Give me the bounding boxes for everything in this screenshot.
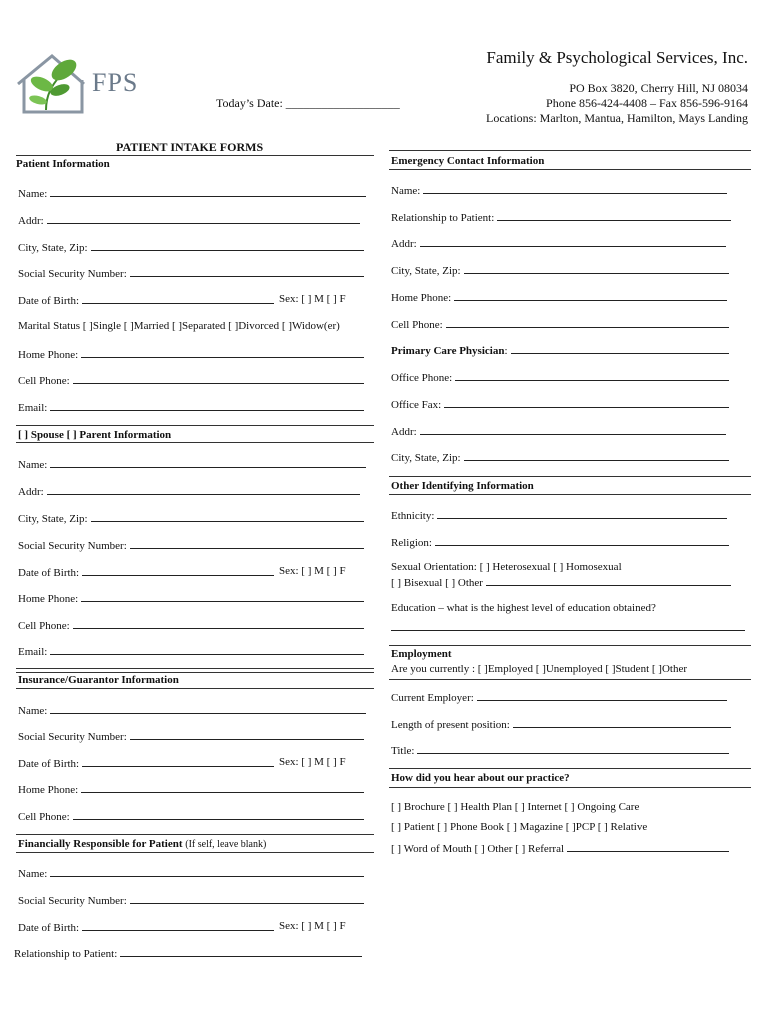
field-label: Office Phone:: [391, 372, 453, 384]
field-label: Name:: [18, 705, 48, 717]
field-label: City, State, Zip:: [18, 242, 88, 254]
emergency-cell-phone-field[interactable]: [391, 317, 729, 331]
section-patient-info: Patient Information: [16, 158, 110, 170]
field-label: Name:: [18, 188, 48, 200]
field-label: Email:: [18, 402, 48, 414]
field-label: Social Security Number:: [18, 895, 127, 907]
field-label: Name:: [391, 185, 421, 197]
section-employment: Employment: [391, 648, 452, 660]
divider: [16, 155, 374, 156]
field-label: Social Security Number:: [18, 540, 127, 552]
todays-date-field[interactable]: Today’s Date: ___________________: [216, 96, 400, 110]
referral-options-row3[interactable]: [391, 841, 729, 855]
patient-name-field[interactable]: [18, 186, 366, 200]
physician-addr-field[interactable]: [391, 424, 726, 438]
section-referral: How did you hear about our practice?: [391, 772, 570, 784]
field-label: Home Phone:: [18, 593, 79, 605]
insurance-dob-field[interactable]: [18, 756, 274, 770]
financial-sex-field[interactable]: Sex: [ ] M [ ] F: [279, 920, 346, 932]
insurance-cell-phone-field[interactable]: [18, 809, 364, 823]
current-employer-field[interactable]: [391, 690, 727, 704]
field-label: City, State, Zip:: [18, 513, 88, 525]
divider: [389, 645, 751, 646]
field-label: Email:: [18, 646, 48, 658]
financial-name-field[interactable]: [18, 866, 364, 880]
divider: [16, 852, 374, 853]
patient-city-field[interactable]: [18, 240, 364, 254]
financial-relationship-field[interactable]: [14, 946, 362, 960]
field-label: Social Security Number:: [18, 731, 127, 743]
spouse-name-field[interactable]: [18, 457, 366, 471]
divider: [389, 679, 751, 680]
field-label: Social Security Number:: [18, 268, 127, 280]
section-financial: [18, 838, 266, 850]
ethnicity-field[interactable]: [391, 508, 727, 522]
field-label: Name:: [18, 459, 48, 471]
insurance-name-field[interactable]: [18, 703, 366, 717]
spouse-cell-phone-field[interactable]: [18, 618, 364, 632]
field-label: Ethnicity:: [391, 510, 435, 522]
divider: [389, 768, 751, 769]
field-label: Addr:: [18, 486, 44, 498]
spouse-dob-field[interactable]: [18, 565, 274, 579]
company-name: Family & Psychological Services, Inc.: [486, 48, 748, 67]
physician-label: Primary Care Physician: [391, 345, 505, 357]
spouse-addr-field[interactable]: [18, 484, 360, 498]
divider: [16, 425, 374, 426]
field-label: Office Fax:: [391, 399, 442, 411]
logo-text: FPS: [92, 68, 139, 97]
field-label: Cell Phone:: [18, 620, 70, 632]
length-position-field[interactable]: [391, 717, 731, 731]
education-answer-line[interactable]: [391, 630, 745, 631]
field-label: Cell Phone:: [391, 319, 443, 331]
sexual-orientation-options[interactable]: Sexual Orientation: [ ] Heterosexual [ ] Homosexual: [391, 561, 622, 573]
house-leaf-icon: [12, 50, 92, 120]
field-label: Cell Phone:: [18, 375, 70, 387]
patient-ssn-field[interactable]: [18, 266, 364, 280]
financial-note: (If self, leave blank): [185, 839, 267, 850]
field-label: Date of Birth:: [18, 567, 80, 579]
field-label: Addr:: [391, 238, 417, 250]
company-address: PO Box 3820, Cherry Hill, NJ 08034: [569, 81, 748, 95]
spouse-city-field[interactable]: [18, 511, 364, 525]
patient-addr-field[interactable]: [18, 213, 360, 227]
field-label: [ ] Word of Mouth [ ] Other [ ] Referral: [391, 843, 565, 855]
form-title: PATIENT INTAKE FORMS: [116, 140, 264, 154]
field-label: [ ] Bisexual [ ] Other: [391, 577, 483, 589]
emergency-home-phone-field[interactable]: [391, 290, 727, 304]
field-label: Relationship to Patient:: [391, 212, 495, 224]
field-label: Date of Birth:: [18, 295, 80, 307]
field-label: Addr:: [391, 426, 417, 438]
patient-sex-field[interactable]: Sex: [ ] M [ ] F: [279, 293, 346, 305]
sexual-orientation-other[interactable]: [391, 575, 731, 589]
divider: [16, 668, 374, 673]
financial-dob-field[interactable]: [18, 920, 274, 934]
divider: [389, 150, 751, 151]
divider: [389, 476, 751, 477]
patient-email-field[interactable]: [18, 400, 364, 414]
job-title-field[interactable]: [391, 743, 729, 757]
field-label: Addr:: [18, 215, 44, 227]
financial-heading: Financially Responsible for Patient: [18, 838, 183, 850]
company-locations: Locations: Marlton, Mantua, Hamilton, Mays Landing: [486, 111, 748, 125]
insurance-ssn-field[interactable]: [18, 729, 364, 743]
field-label: Cell Phone:: [18, 811, 70, 823]
physician-colon: :: [504, 345, 508, 357]
spouse-home-phone-field[interactable]: [18, 591, 364, 605]
patient-home-phone-field[interactable]: [18, 347, 364, 361]
spouse-sex-field[interactable]: Sex: [ ] M [ ] F: [279, 565, 346, 577]
financial-ssn-field[interactable]: [18, 893, 364, 907]
field-label: City, State, Zip:: [391, 265, 461, 277]
patient-cell-phone-field[interactable]: [18, 373, 364, 387]
divider: [389, 494, 751, 495]
section-other-identifying: Other Identifying Information: [391, 480, 534, 492]
physician-city-field[interactable]: [391, 450, 729, 464]
fps-logo: [12, 50, 152, 120]
patient-dob-field[interactable]: [18, 293, 274, 307]
physician-office-fax-field[interactable]: [391, 397, 729, 411]
divider: [16, 442, 374, 443]
emergency-city-field[interactable]: [391, 263, 729, 277]
field-label: City, State, Zip:: [391, 452, 461, 464]
education-question: Education – what is the highest level of education obtained?: [391, 602, 656, 614]
physician-field[interactable]: [391, 343, 729, 357]
emergency-addr-field[interactable]: [391, 236, 726, 250]
field-label: Date of Birth:: [18, 758, 80, 770]
field-label: Current Employer:: [391, 692, 474, 704]
divider: [389, 169, 751, 170]
employment-status-options[interactable]: Are you currently : [ ]Employed [ ]Unemployed [ ]Student [ ]Other: [391, 663, 687, 675]
religion-field[interactable]: [391, 535, 729, 549]
field-label: Name:: [18, 868, 48, 880]
insurance-home-phone-field[interactable]: [18, 782, 364, 796]
emergency-relationship-field[interactable]: [391, 210, 731, 224]
divider: [16, 834, 374, 835]
insurance-sex-field[interactable]: Sex: [ ] M [ ] F: [279, 756, 346, 768]
patient-marital-status[interactable]: Marital Status [ ]Single [ ]Married [ ]Separated [ ]Divorced [ ]Widow(er): [18, 320, 340, 332]
field-label: Length of present position:: [391, 719, 510, 731]
field-label: Home Phone:: [18, 784, 79, 796]
divider: [16, 688, 374, 689]
field-label: Home Phone:: [391, 292, 452, 304]
emergency-name-field[interactable]: [391, 183, 727, 197]
field-label: Title:: [391, 745, 415, 757]
spouse-email-field[interactable]: [18, 644, 364, 658]
referral-options-row2[interactable]: [ ] Patient [ ] Phone Book [ ] Magazine [ ]PCP [ ] Relative: [391, 821, 648, 833]
physician-office-phone-field[interactable]: [391, 370, 729, 384]
field-label: Religion:: [391, 537, 432, 549]
field-label: Date of Birth:: [18, 922, 80, 934]
divider: [389, 787, 751, 788]
section-insurance: Insurance/Guarantor Information: [18, 674, 179, 686]
section-emergency: Emergency Contact Information: [391, 155, 545, 167]
field-label: Home Phone:: [18, 349, 79, 361]
section-spouse-parent: [ ] Spouse [ ] Parent Information: [18, 429, 172, 441]
referral-options-row1[interactable]: [ ] Brochure [ ] Health Plan [ ] Internet [ ] Ongoing Care: [391, 801, 640, 813]
spouse-ssn-field[interactable]: [18, 538, 364, 552]
field-label: Relationship to Patient:: [14, 948, 118, 960]
company-phone: Phone 856-424-4408 – Fax 856-596-9164: [546, 96, 748, 110]
